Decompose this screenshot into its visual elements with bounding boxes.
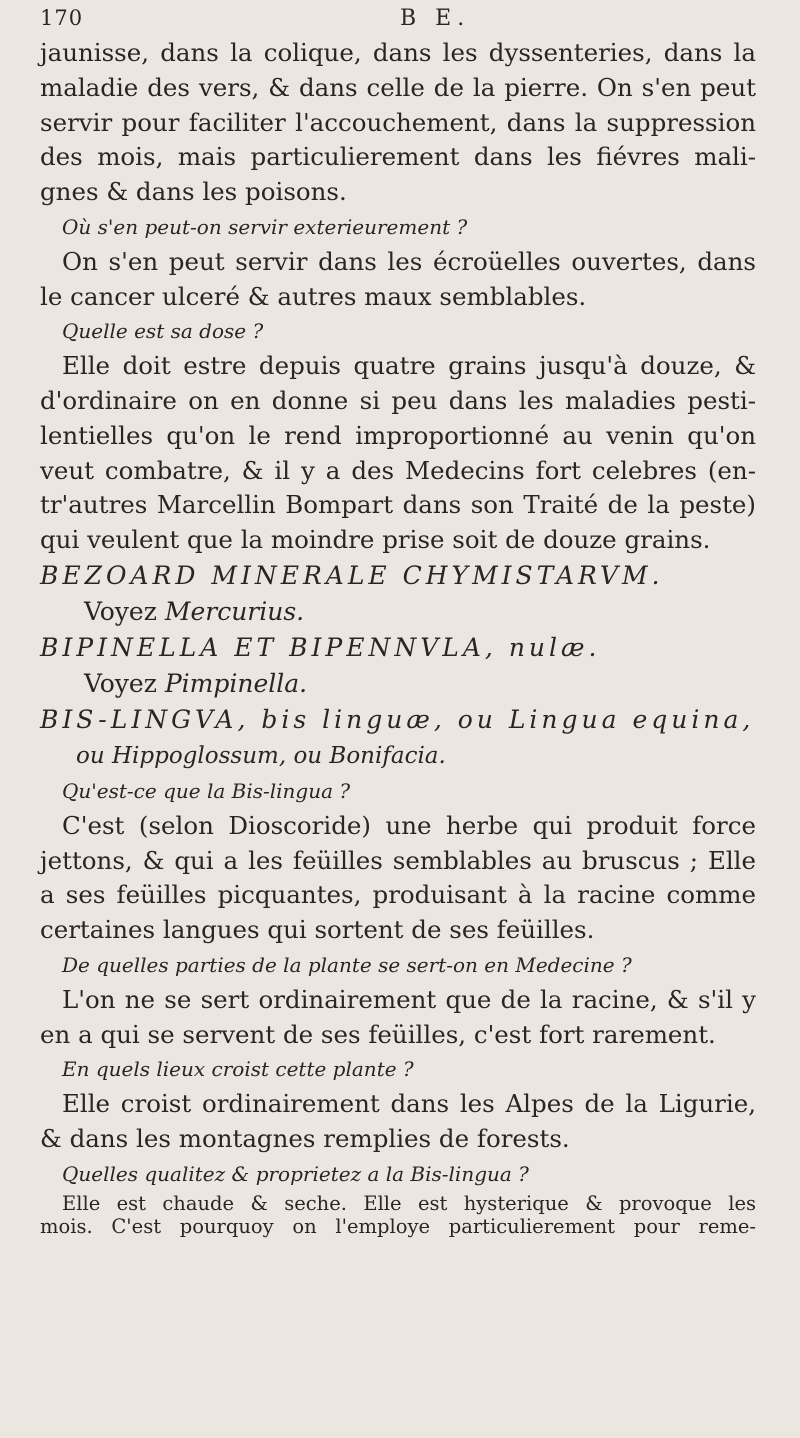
see-word: Voyez (84, 668, 157, 698)
text-line: certaines langues qui sortent de ses feüilles. (40, 915, 595, 945)
text-line: C'est (selon Dioscoride) une herbe qui produit force (62, 810, 756, 840)
text-line: le cancer ulceré & autres maux semblables. (40, 281, 587, 311)
text-line: veut combatre, & il y a des Medecins fort celebres (en- (40, 455, 756, 485)
question-heading: Quelles qualitez & proprietez a la Bis-lingua ? (62, 1161, 529, 1186)
text-line: jettons, & qui a les feüilles semblables au bruscus ; Elle (40, 845, 756, 875)
text-line: & dans les montagnes remplies de forests. (40, 1123, 570, 1153)
text-line: a ses feüilles picquantes, produisant à la racine comme (40, 880, 756, 910)
text-line: lentielles qu'on le rend improportionné au venin qu'on (40, 420, 756, 450)
see-reference (40, 666, 756, 702)
text-line: servir pour faciliter l'accouchement, dans la suppression (40, 107, 756, 137)
see-word: Voyez (84, 596, 157, 626)
question-heading: De quelles parties de la plante se sert-on en Medecine ? (62, 952, 632, 977)
text-line: gnes & dans les poisons. (40, 177, 347, 207)
text-line: tr'autres Marcellin Bompart dans son Traité de la peste) (40, 490, 756, 520)
question-heading: Quelle est sa dose ? (62, 319, 264, 344)
text-line: jaunisse, dans la colique, dans les dyssenteries, dans la (40, 38, 756, 67)
see-reference (40, 594, 756, 630)
text-line: L'on ne se sert ordinairement que de la racine, & s'il y (62, 984, 756, 1014)
text-line: Elle est chaude & seche. Elle est hysterique & provoque les (62, 1191, 756, 1215)
blank-lower-margin (40, 1238, 756, 1438)
text-line: Elle croist ordinairement dans les Alpes de la Ligurie, (62, 1089, 756, 1119)
text-line: Elle doit estre depuis quatre grains jusqu'à douze, & (62, 351, 756, 381)
running-title: B E. (400, 6, 471, 31)
text-line: en a qui se servent de ses feüilles, c'est fort rarement. (40, 1019, 716, 1049)
text-line: On s'en peut servir dans les écroüelles ouvertes, dans (62, 246, 756, 276)
text-line: des mois, mais particulierement dans les fiévres mali- (40, 142, 756, 172)
entry-heading: BIPINELLA ET BIPENNVLA, nulæ. (40, 632, 601, 662)
running-head (40, 6, 756, 34)
entry-heading-continued: ou Hippoglossum, ou Bonifacia. (76, 742, 446, 769)
see-target: Mercurius. (164, 596, 305, 626)
text-line: mois. C'est pourquoy on l'employe particulierement pour reme- (40, 1214, 756, 1238)
entry-heading: BEZOARD MINERALE CHYMISTARVM. (40, 560, 664, 590)
question-heading: Qu'est-ce que la Bis-lingua ? (62, 778, 351, 803)
see-target: Pimpinella. (164, 668, 308, 698)
page-number: 170 (40, 6, 84, 30)
text-line: d'ordinaire on en donne si peu dans les maladies pesti- (40, 385, 756, 415)
text-line: maladie des vers, & dans celle de la pierre. On s'en peut (40, 72, 756, 102)
text-line: qui veulent que la moindre prise soit de douze grains. (40, 525, 711, 555)
entry-heading: BIS-LINGVA, bis linguæ, ou Lingua equina, (40, 704, 755, 734)
body-text (40, 36, 756, 1238)
question-heading: Où s'en peut-on servir exterieurement ? (62, 214, 468, 239)
question-heading: En quels lieux croist cette plante ? (62, 1057, 414, 1082)
